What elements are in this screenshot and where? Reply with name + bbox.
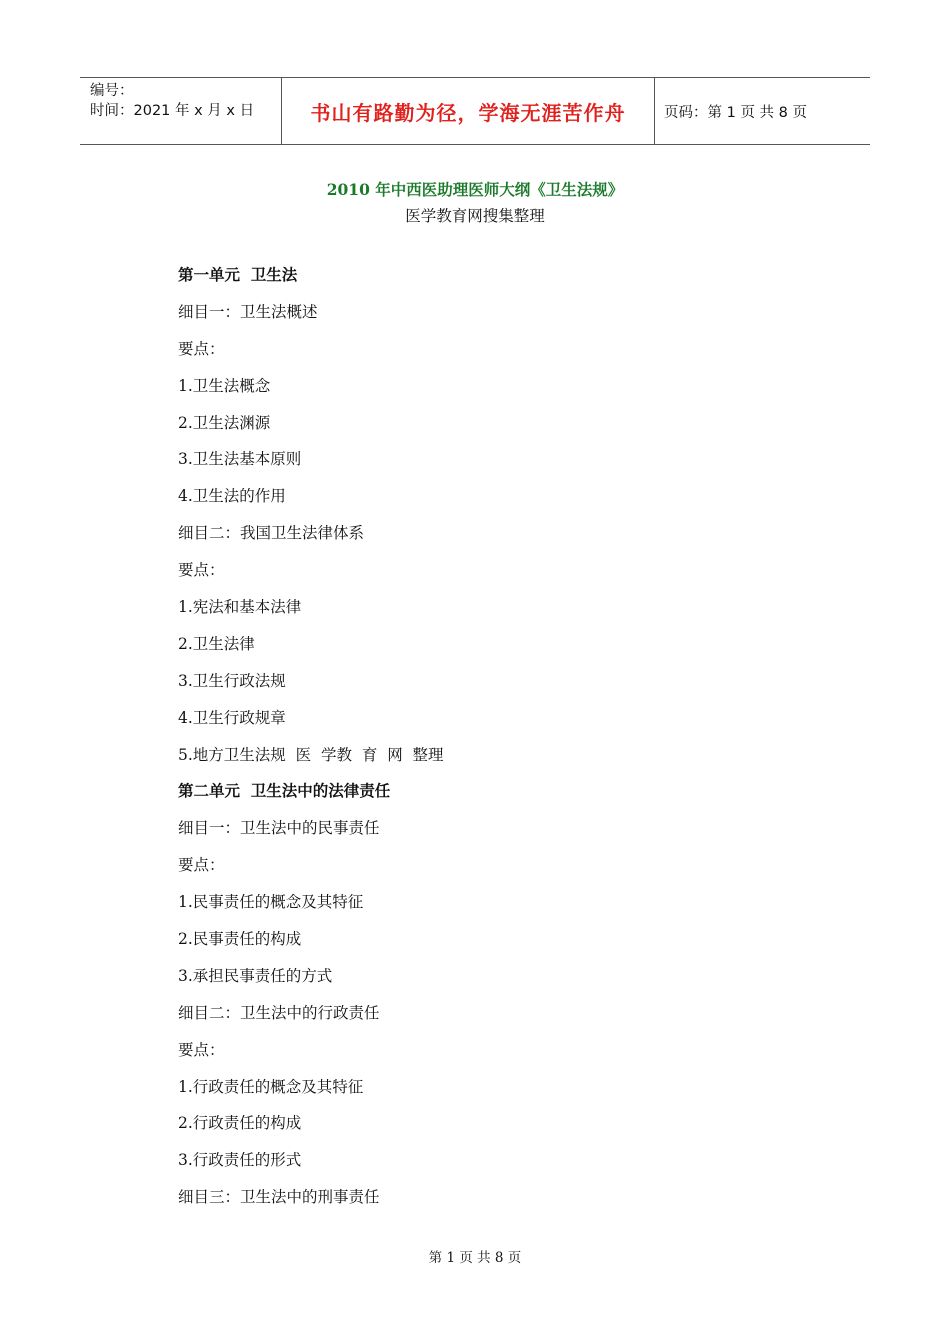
document-body — [178, 262, 444, 1221]
outline-line: 2.卫生法渊源 — [178, 413, 271, 432]
outline-line: 细目二：卫生法中的行政责任 — [178, 1003, 380, 1022]
header-info-cell — [80, 78, 281, 144]
outline-line: 3.卫生法基本原则 — [178, 450, 302, 469]
outline-line: 3.承担民事责任的方式 — [178, 966, 333, 985]
outline-line: 细目一：卫生法中的民事责任 — [178, 819, 380, 838]
outline-line: 2.民事责任的构成 — [178, 930, 302, 949]
section-heading: 第一单元 卫生法 — [178, 265, 298, 284]
outline-line: 4.卫生行政规章 — [178, 708, 286, 727]
outline-line: 要点： — [178, 1040, 225, 1059]
header-motto-cell — [281, 78, 655, 144]
document-subtitle: 医学教育网搜集整理 — [405, 207, 545, 225]
outline-line: 1.行政责任的概念及其特征 — [178, 1077, 364, 1096]
outline-line: 细目一：卫生法概述 — [178, 302, 318, 321]
page-number-label: 页码：第 1 页 共 8 页 — [664, 104, 807, 121]
outline-line: 5.地方卫生法规 医 学教 育 网 整理 — [178, 745, 444, 764]
header-page-cell — [655, 78, 870, 144]
page-header-table — [80, 77, 870, 145]
outline-line: 细目二：我国卫生法律体系 — [178, 524, 365, 543]
section-heading: 第二单元 卫生法中的法律责任 — [178, 781, 391, 801]
outline-line: 1.民事责任的概念及其特征 — [178, 893, 364, 912]
page-footer: 第 1 页 共 8 页 — [428, 1250, 522, 1266]
document-title: 2010 年中西医助理医师大纲《卫生法规》 — [326, 180, 624, 199]
outline-line: 要点： — [178, 561, 225, 580]
outline-line: 4.卫生法的作用 — [178, 487, 286, 506]
serial-number-label: 编号： — [90, 83, 134, 99]
outline-line: 3.卫生行政法规 — [178, 671, 286, 690]
outline-line: 1.宪法和基本法律 — [178, 598, 302, 617]
outline-line: 要点： — [178, 339, 225, 358]
outline-line: 3.行政责任的形式 — [178, 1151, 302, 1170]
outline-line: 要点： — [178, 856, 225, 875]
outline-line: 细目三：卫生法中的刑事责任 — [178, 1188, 380, 1207]
motto-text: 书山有路勤为径，学海无涯苦作舟 — [310, 100, 626, 125]
date-label: 时间：2021 年 x 月 x 日 — [90, 103, 255, 119]
outline-line: 1.卫生法概念 — [178, 376, 271, 395]
outline-line: 2.行政责任的构成 — [178, 1114, 302, 1133]
outline-line: 2.卫生法律 — [178, 634, 255, 653]
